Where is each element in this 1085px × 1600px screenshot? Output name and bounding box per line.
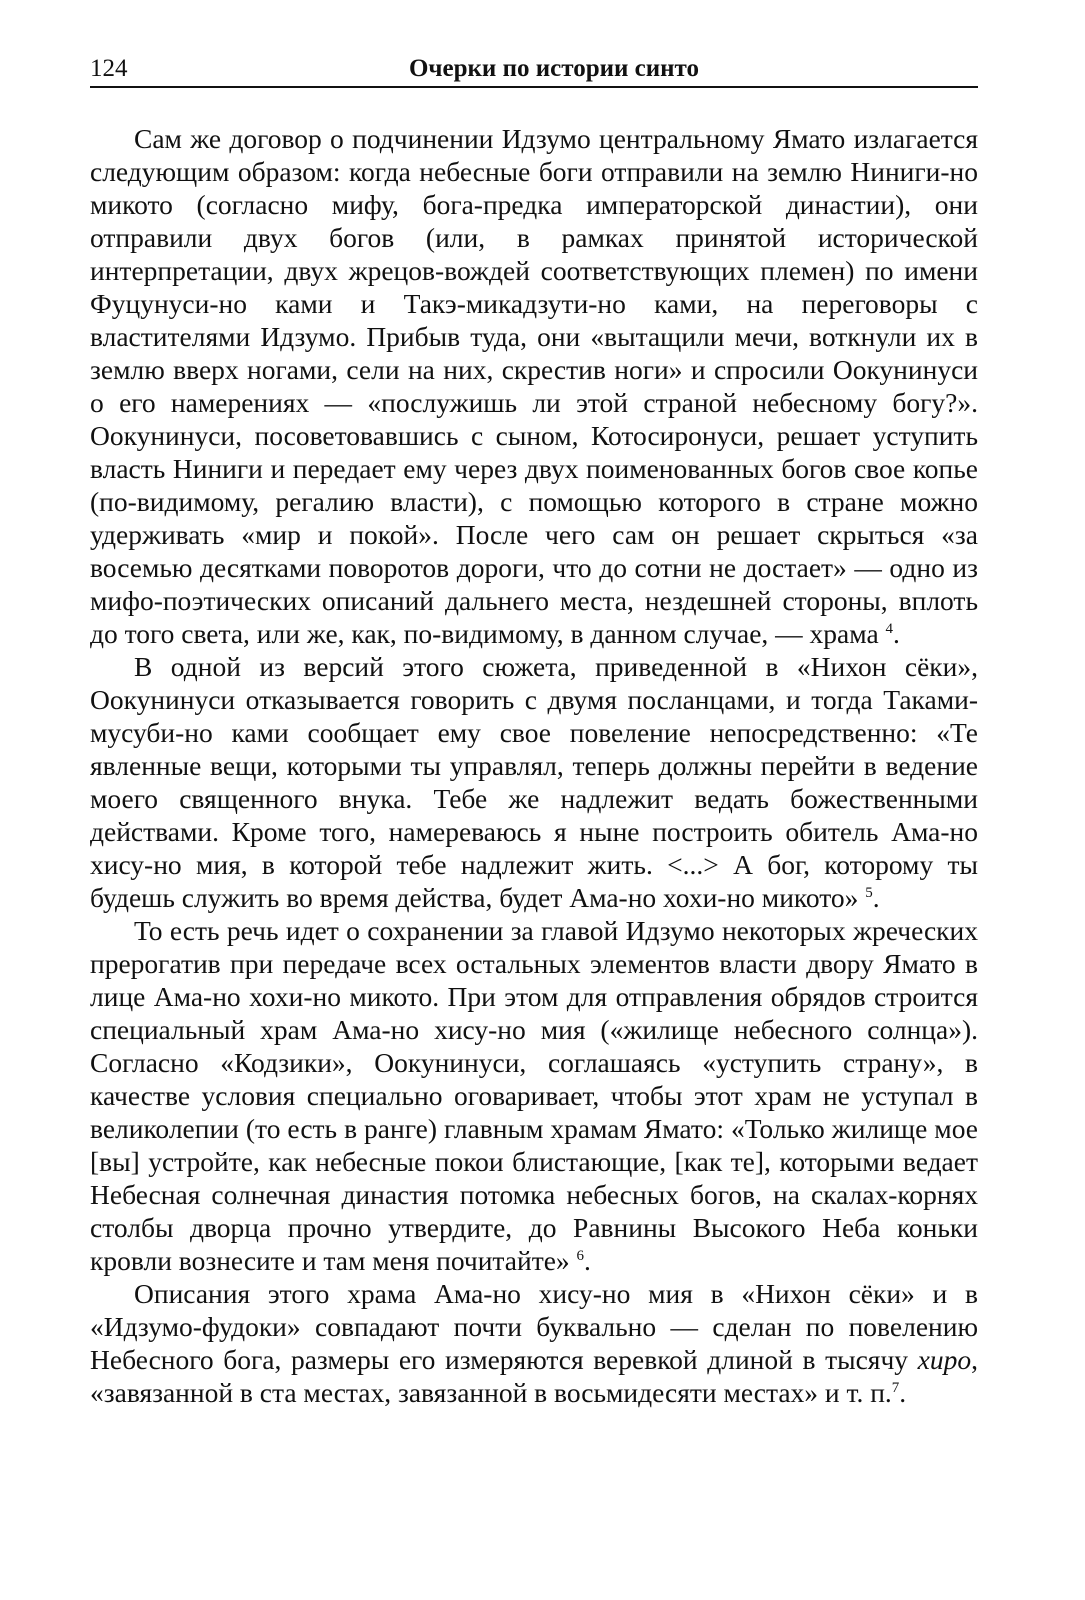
paragraph-3-end: .: [584, 1245, 591, 1276]
paragraph-2-text: В одной из версий этого сюжета, приведенной в «Нихон сёки», Оокунинуси отказывается говорить с двумя посланцами, и тогда Таками-мусуби-но ками сообщает ему свое повеление непосредственно: «Те явленные вещи, которыми ты управлял, теперь должны перейти в ведение моего священного внука. Тебе же надлежит ведать божественными действами. Кроме того, намереваюсь я ныне построить обитель Ама-но хису-но мия, в которой тебе надлежит жить. <...> А бог, которому ты будешь служить во время действа, будет Ама-но хохи-но микото»: [90, 651, 978, 913]
footnote-ref-4: 4: [885, 620, 894, 637]
page-number: 124: [90, 55, 128, 82]
italic-term-hiro: хиро: [917, 1344, 972, 1375]
footnote-ref-6: 6: [576, 1247, 585, 1264]
footnote-ref-5: 5: [865, 884, 873, 901]
paragraph-2: [90, 650, 978, 914]
paragraph-4: [90, 1277, 978, 1409]
paragraph-3: [90, 914, 978, 1277]
paragraph-2-end: .: [872, 882, 880, 913]
body-text: [90, 122, 978, 1409]
running-title: Очерки по истории синто: [408, 55, 700, 82]
paragraph-4-text-before: Описания этого храма Ама-но хису-но мия в «Нихон сёки» и в «Идзумо-фудоки» совпадают почти буквально — сделан по повелению Небесного бога, размеры его измеряются веревкой длиной в тысячу: [90, 1278, 978, 1375]
paragraph-4-end: .: [899, 1377, 907, 1408]
paragraph-4-text-after: , «завязанной в ста местах, завязанной в восьмидесяти местах» и т. п.: [90, 1344, 978, 1408]
paragraph-1-text: Сам же договор о подчинении Идзумо центральному Ямато излагается следующим образом: когда небесные боги отправили на землю Ниниги-но микото (согласно мифу, бога-предка императорской династии), они отправили двух богов (или, в рамках принятой исторической интерпретации, двух жрецов-вождей соответствующих племен) по имени Фуцунуси-но ками и Такэ-микадзути-но ками, на переговоры с властителями Идзумо. Прибыв туда, они «вытащили мечи, воткнули их в землю вверх ногами, сели на них, скрестив ноги» и спросили Оокунинуси о его намерениях — «послужишь ли этой страной небесному богу?». Оокунинуси, посоветовавшись с сыном, Котосиронуси, решает уступить власть Ниниги и передает ему через двух поименованных богов свое копье (по-видимому, регалию власти), с помощью которого в стране можно удерживать «мир и покой». После чего сам он решает скрыться «за восемью десятками поворотов дороги, что до сотни не достает» — одно из мифо-поэтических описаний дальнего места, нездешней стороны, вплоть до того света, или же, как, по-видимому, в данном случае, — храма: [90, 123, 978, 649]
paragraph-1: [90, 122, 978, 650]
running-head: [90, 52, 978, 88]
book-page: [90, 52, 978, 1409]
paragraph-3-text: То есть речь идет о сохранении за главой Идзумо некоторых жреческих прерогатив при передаче всех остальных элементов власти двору Ямато в лице Ама-но хохи-но микото. При этом для отправления обрядов строится специальный храм Ама-но хису-но мия («жилище небесного солнца»). Согласно «Кодзики», Оокунинуси, соглашаясь «уступить страну», в качестве условия специально оговаривает, чтобы этот храм не уступал в великолепии (то есть в ранге) главным храмам Ямато: «Только жилище мое [вы] устройте, как небесные покои блистающие, [как те], которыми ведает Небесная солнечная династия потомка небесных богов, на скалах-корнях столбы дворца прочно утвердите, до Равнины Высокого Неба коньки кровли вознесите и там меня почитайте»: [90, 915, 978, 1276]
footnote-ref-7: 7: [891, 1379, 900, 1396]
paragraph-1-end: .: [893, 618, 900, 649]
